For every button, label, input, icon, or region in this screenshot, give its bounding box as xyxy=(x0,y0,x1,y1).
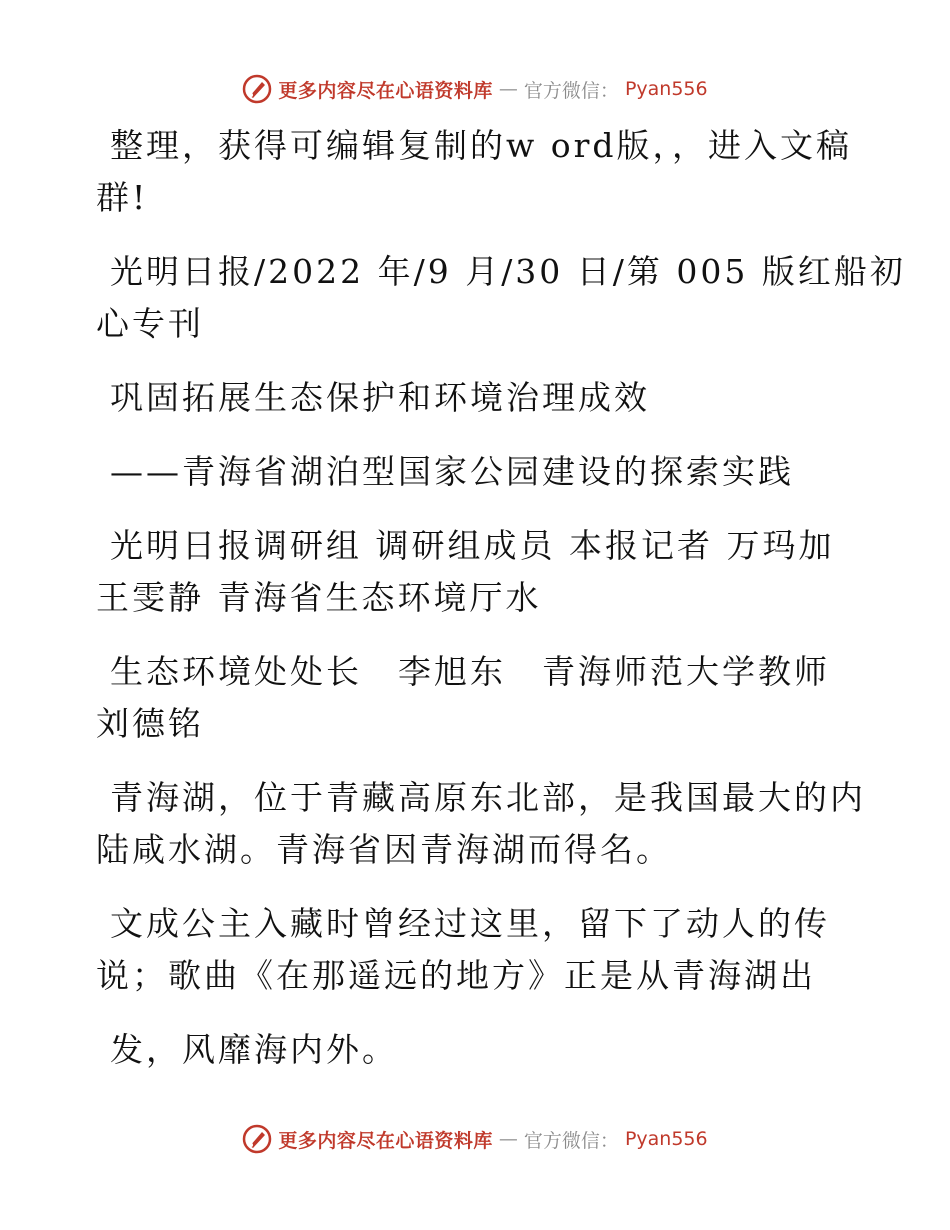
paragraph xyxy=(96,246,906,350)
paragraph xyxy=(96,1024,856,1076)
quill-logo-icon xyxy=(242,74,272,104)
watermark-separator: — xyxy=(498,78,518,100)
text-line: 生态环境处处长 李旭东 青海师范大学教师 xyxy=(110,652,830,691)
quill-logo-icon xyxy=(242,1124,272,1154)
paragraph xyxy=(96,772,866,876)
text-line: 心专刊 xyxy=(96,304,204,343)
text-line: 光明日报调研组 调研组成员 本报记者 万玛加 xyxy=(110,526,835,565)
paragraph xyxy=(96,646,856,750)
text-line: 青海湖，位于青藏高原东北部，是我国最大的内 xyxy=(110,778,866,817)
article-title: 巩固拓展生态保护和环境治理成效 xyxy=(110,378,650,417)
text-line: 发，风靡海内外。 xyxy=(110,1030,398,1069)
text-line: 说；歌曲《在那遥远的地方》正是从青海湖出 xyxy=(96,956,816,995)
text-line: 王雯静 青海省生态环境厅水 xyxy=(96,578,542,617)
text-line: 光明日报/2022 年/9 月/30 日/第 005 版红船初 xyxy=(110,252,906,291)
text-line: 文成公主入藏时曾经过这里，留下了动人的传 xyxy=(110,904,830,943)
watermark-label: 官方微信： xyxy=(523,1129,619,1152)
watermark-label: 官方微信： xyxy=(523,79,619,102)
watermark-site: 更多内容尽在心语资料库 xyxy=(278,1129,493,1152)
document-body xyxy=(96,120,906,1098)
text-line: 整理，获得可编辑复制的w ord版，，进入文稿 xyxy=(110,126,853,165)
paragraph xyxy=(96,120,856,224)
watermark-footer xyxy=(0,1124,950,1154)
paragraph xyxy=(96,898,856,1002)
text-line: 群! xyxy=(96,178,149,217)
watermark-wechat-id: Pyan556 xyxy=(624,78,708,100)
watermark-site: 更多内容尽在心语资料库 xyxy=(278,79,493,102)
watermark-header xyxy=(0,74,950,104)
paragraph xyxy=(96,446,856,498)
paragraph xyxy=(96,372,856,424)
article-subtitle: ——青海省湖泊型国家公园建设的探索实践 xyxy=(110,452,794,491)
paragraph xyxy=(96,520,856,624)
watermark-separator: — xyxy=(498,1128,518,1150)
watermark-wechat-id: Pyan556 xyxy=(624,1128,708,1150)
text-line: 刘德铭 xyxy=(96,704,204,743)
text-line: 陆咸水湖。青海省因青海湖而得名。 xyxy=(96,830,672,869)
